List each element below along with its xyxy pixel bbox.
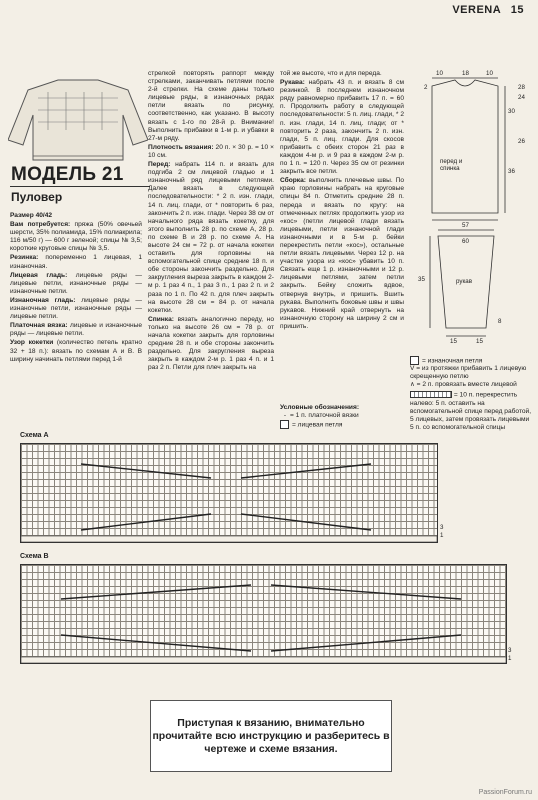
legend-item: V = из протяжки прибавить 1 лицевую скрещенную петлю [410,365,527,381]
legend-title: Условные обозначения: [280,404,360,411]
paragraph: Спинка: вязать аналогично переду, но только на высоте 26 см = 78 р. от начала кокетки закрыть для горловины средние 28 п. и обе стороны закончить раздельно. Для закругления выреза закрыть в каждом 2-м р. 1 раз 4 п. и 1 раз 2 п. Петли для плеч закрыть на [148,315,274,372]
scheme-a-grid [20,443,438,543]
dimension: 18 [462,70,469,77]
sweater-illustration [8,70,148,162]
row-number: 3 [508,647,512,654]
notice-text: Приступая к вязанию, внимательно прочитайте всю инструкцию и разберитесь в чертеже и схеме вязания. [152,716,390,755]
row-number: 1 [508,655,512,662]
paragraph: Перед: набрать 114 п. и вязать для подгиба 2 см лицевой гладью и 1 изнаночный ряд лицевыми петлями. Далее вязать в следующей последовательности: * 2 п. изн. глади, 14 п. лиц. глади, от * повторить 6 раз, закончить 2 п. изн. глади. Через 38 см от начального ряда вязать кокетку, для этого выполнить 28 р. по схеме А, 28 р. по схеме В и 28 р. по схеме А. На высоте 24 см = 72 р. от начала кокетки оставить для горловины на вспомогательной спице средние 18 п. и обе стороны закончить раздельно. Для закругления выреза закрыть в каждом 2-м р. 1 раз 4 п., 1 раз 3 п., 1 раз 2 п. и 2 раза по 1 п. По 42 п. для плеч закрыть на высоте 28 см = 84 р. от начала кокетки. [148,161,274,314]
pattern-schematic [410,68,534,353]
instructions-column-1 [10,212,142,365]
dimension: 10 [486,70,493,77]
dimension: 30 [508,108,515,115]
scheme-b-label: Схема В [20,553,49,560]
dimension: 15 [476,338,483,345]
magazine-brand: VERENA [452,4,502,16]
row-number: 1 [440,532,444,539]
legend-item: = изнаночная петля [410,356,532,365]
scheme-b-grid [20,564,507,664]
dimension: 24 [518,94,525,101]
legend-item: = лицевая петля [280,420,404,429]
notice-box [150,700,392,772]
paragraph: Узор кокетки (количество петель кратно 32 + 18 п.): вязать по схемам А и В. В ширину начинать петлями перед 1-й [10,339,142,363]
paragraph: Размер 40/42 [10,212,53,219]
sleeve-label: рукав [456,278,473,285]
dimension: 26 [518,138,525,145]
dimension: 10 [436,70,443,77]
paragraph: Резинка: попеременно 1 лицевая, 1 изнаночная. [10,254,142,270]
dimension: 2 [424,84,428,91]
dimension: 60 [462,238,469,245]
legend [280,404,404,429]
watermark: PassionForum.ru [478,789,532,796]
model-subtitle: Пуловер [11,190,63,204]
legend-continued [410,356,532,432]
paragraph: Платочная вязка: лицевые и изнаночные ряды — лицевые петли. [10,322,143,338]
legend-item: - = 1 п. платочной вязки [283,412,359,419]
dimension: 8 [498,318,502,325]
page-header [452,4,524,16]
model-title: МОДЕЛЬ 21 [11,164,124,185]
dimension: 15 [450,338,457,345]
dimension: 57 [462,222,469,229]
dimension: 36 [508,168,515,175]
front-label: перед и спинка [440,158,463,172]
legend-item: ∧ = 2 п. провязать вместе лицевой [410,381,517,389]
page-number: 15 [510,4,524,16]
paragraph: стрелкой повторять раппорт между стрелками, заканчивать петлями после 2-й стрелки. На схеме даны только лицевые ряды, в изнаночных рядах петли вязать по рисунку, соответственно, как указано. В высоту вязать с 1-го по 28-й р. Внимание! Выполнить прибавки в 1-м р. и убавки в 27-м ряду. [148,70,274,142]
paragraph: Изнаночная гладь: лицевые ряды — изнаночные петли, изнаночные ряды — лицевые петли. [10,296,142,321]
paragraph: той же высоте, что и для переда. [280,70,382,77]
dimension: 35 [418,276,425,283]
instructions-column-3 [280,70,404,332]
legend-item: = 10 п. перекрестить налево: 5 п. оставить на вспомогательной спице перед работой, 5 лицевых, затем провязать лицевыми 5 п. со вспомогательной спицы [410,391,532,431]
paragraph: Вам потребуется: пряжа (50% овечьей шерсти, 35% полиамида, 15% полиакрила; 116 м/50 г) — 600 г зеленой; спицы № 3,5; короткие круговые спицы № 3,5. [10,221,142,253]
dimension: 28 [518,84,525,91]
title-divider [10,186,150,187]
paragraph: Лицевая гладь: лицевые ряды — лицевые петли, изнаночные ряды — изнаночные петли. [10,271,142,295]
paragraph: Рукава: набрать 43 п. и вязать 8 см резинкой. В последнем изнаночном ряду равномерно прибавить 17 п. = 60 п. Продолжить работу в следующей последовательности: 5 п. лиц. глади, * 2 п. изн. глади, 14 п. лиц. глади; от * повторить 2 раза, закончить 2 п. изн. глади, 5 п. лиц. глади. Для скосов прибавить с обеих сторон 21 раз в каждом 4-м р. и 9 раз в каждом 2-м р. по 1 п. = 120 п. Через 35 см от резинки закрыть все петли. [280,79,404,176]
paragraph: Плотность вязания: 20 п. × 30 р. = 10 × 10 см. [148,143,274,159]
paragraph: Сборка: выполнить плечевые швы. По краю горловины набрать на круговые спицы 84 п. Отметить средние 28 п. переда и вязать по кругу: на отмеченных петлях продолжить узор из «кос» (петли лицевой глади вязать лицевыми, петли изнаночной глади изнаночными и в 5-м р. бейки перекрестить петли «кос»), остальные петли вязать лицевыми. Через 12 р. на участке узора из «кос» убавить 10 п. Связать еще 1 р. изнаночными и 12 р. лицевыми петлями, затем петли закрыть. Бейку сложить вдвое, отвернув внутрь, и пришить. Вшить рукава. Выполнить боковые швы и швы рукавов. Нижний край отвернуть на изнаночную сторону на ширину 2 см и пришить. [280,177,404,330]
instructions-column-2 [148,70,274,373]
scheme-a-label: Схема А [20,432,49,439]
row-number: 3 [440,524,444,531]
